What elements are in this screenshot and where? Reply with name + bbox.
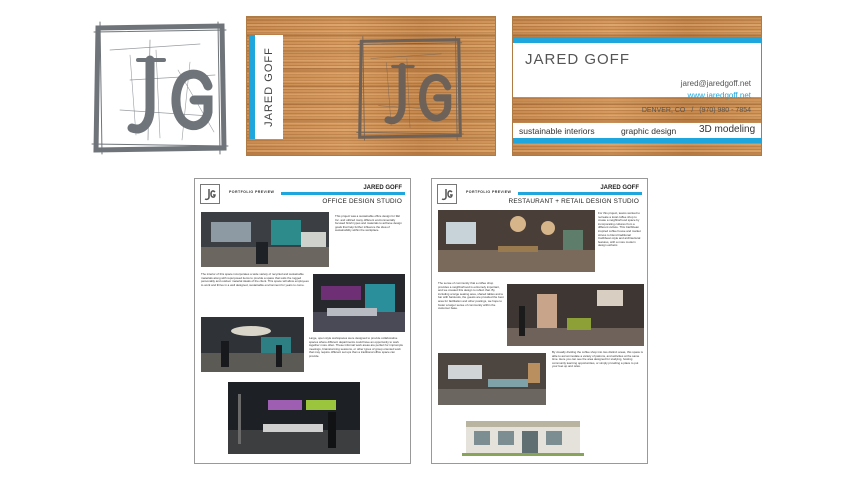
restaurant-render-1 [438,210,595,272]
page-rule [281,192,405,195]
portfolio-page-restaurant [431,178,648,464]
business-card-front [246,16,496,156]
card-back-location-phone [642,107,751,114]
page-title: RESTAURANT + RETAIL DESIGN STUDIO [508,198,639,205]
card-back-website[interactable]: www.jaredgoff.net [687,91,751,100]
office-paragraph-2: The interior of this space incorporates a wide variety of recycled and sustainable materials along with repurposed items to provide a space that suits the rugged personality and outdoor material ideals of the client. This space will allow employees to work and thrive in a well designed, sustainable environment for years to come. [201,273,309,287]
jg-logo [90,20,230,155]
card-back-separator: / [691,107,694,114]
service-graphic-design: graphic design [621,126,677,136]
office-render-3 [201,317,304,372]
office-paragraph-3: Large, open style workspaces were designed to provide collaborative spaces where different departments could have an opportunity to work together more often. These informal work areas are perfect for impromptu meetings, brainstorming sessions, or other types of group oriented work that may require different set ups than a traditional office space can provide. [309,337,404,358]
page-label: PORTFOLIO PREVIEW [466,190,512,194]
card-back-services-band [513,123,761,143]
card-front-name: JARED GOFF [263,47,275,127]
card-back-contact-band [513,37,761,114]
service-sustainable-interiors: sustainable interiors [519,126,595,136]
page-rule [518,192,642,195]
restaurant-paragraph-2: The sense of community that a coffee shop provides a neighborhood is extremely important, and we created this design to reflect that. By including a large seating area, shared tables and a bar with barstools, the guests are provided the best area for facilitation and other postings, we hope to foster a larger sense of community within the customer base. [438,282,504,311]
restaurant-render-2 [507,284,644,346]
page-title: OFFICE DESIGN STUDIO [322,198,402,205]
business-card-back [512,16,762,156]
office-render-2 [313,274,405,332]
service-3d-modeling: 3D modeling [699,124,756,135]
restaurant-render-3 [438,353,546,405]
restaurant-exterior-render [462,413,584,459]
portfolio-page-office [194,178,411,464]
page-author: JARED GOFF [363,185,402,191]
page-logo-icon [437,184,457,204]
page-label: PORTFOLIO PREVIEW [229,190,275,194]
card-back-location: DENVER, CO [641,107,686,114]
card-back-email[interactable]: jared@jaredgoff.net [680,79,751,88]
card-back-phone: (970) 980 - 7854 [699,107,751,114]
restaurant-paragraph-1: For this project, teams worked to recreate a local coffee shop to create a neighborhood space by incorporating cultures from a different culture. This Caribbean inspired coffee house and market strives to blend traditional Caribbean style and architectural features, with a more modern design esthetic. [598,212,641,248]
restaurant-paragraph-3: By visually dividing the coffee shop into two distinct areas, this space is able to accommodate a variety of patrons, and activities at the same time. Here you can see the area designed for studying, hosting community learning opportunities, or simply providing a place to put your feet up and relax. [552,351,643,369]
page-author: JARED GOFF [600,185,639,191]
card-front-logo [355,33,465,143]
page-logo-icon [200,184,220,204]
card-front-name-band [249,35,283,139]
office-render-4 [228,382,360,454]
card-back-name: JARED GOFF [525,51,631,68]
office-paragraph-1: This project was a sustainable office design for 3EI Inc. and utilized many different environmentally focused finish types and materials to achieve design goals that help further influence the idea of sustainability within the workplace. [335,215,402,233]
office-render-1 [201,212,329,267]
